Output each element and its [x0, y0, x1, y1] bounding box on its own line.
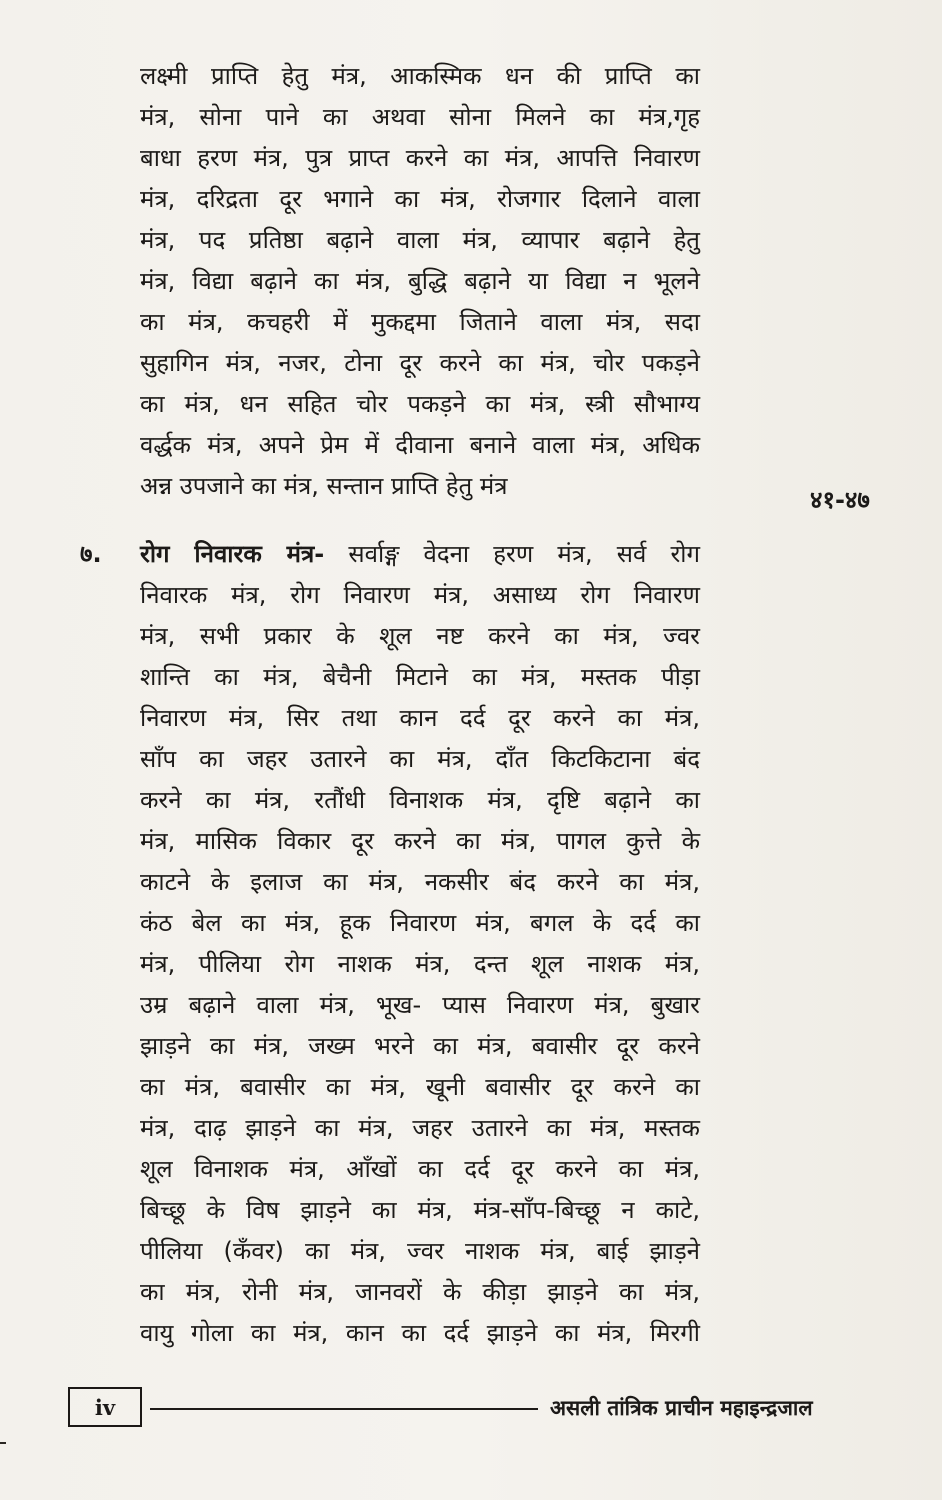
- section-7-line-2: निवारक मंत्र, रोग निवारण मंत्र, असाध्य रोग निवारण: [140, 581, 700, 609]
- section-7-line-10: कंठ बेल का मंत्र, हूक निवारण मंत्र, बगल के दर्द का: [140, 909, 700, 937]
- section-7-line-8: मंत्र, मासिक विकार दूर करने का मंत्र, पागल कुत्ते के: [140, 827, 700, 855]
- section-7-line-7: करने का मंत्र, रतौंधी विनाशक मंत्र, दृष्टि बढ़ाने का: [140, 786, 700, 814]
- section-7-line-20: वायु गोला का मंत्र, कान का दर्द झाड़ने का मंत्र, मिरगी: [140, 1319, 700, 1347]
- page-edge-mark: [0, 1442, 6, 1444]
- section-7-line-17: बिच्छू के विष झाड़ने का मंत्र, मंत्र-साँप-बिच्छू न काटे,: [140, 1196, 700, 1224]
- section-7-line-9: काटने के इलाज का मंत्र, नकसीर बंद करने का मंत्र,: [140, 868, 700, 896]
- section-1-page-range: ४१-४७: [810, 486, 870, 514]
- section-7-line-11: मंत्र, पीलिया रोग नाशक मंत्र, दन्त शूल नाशक मंत्र,: [140, 950, 700, 978]
- section-7-line-4: शान्ति का मंत्र, बेचैनी मिटाने का मंत्र, मस्तक पीड़ा: [140, 663, 700, 691]
- section-1-line-9: का मंत्र, धन सहित चोर पकड़ने का मंत्र, स्त्री सौभाग्य: [140, 390, 700, 418]
- section-1-line-7: का मंत्र, कचहरी में मुकद्दमा जिताने वाला मंत्र, सदा: [140, 308, 700, 336]
- footer-book-title: असली तांत्रिक प्राचीन महाइन्द्रजाल: [550, 1396, 813, 1420]
- section-1-line-11: अन्न उपजाने का मंत्र, सन्तान प्राप्ति हेतु मंत्र: [140, 472, 508, 500]
- section-1-line-2: मंत्र, सोना पाने का अथवा सोना मिलने का मंत्र,गृह: [140, 103, 700, 131]
- section-7-first-line-rest: सर्वाङ्ग वेदना हरण मंत्र, सर्व रोग: [324, 540, 700, 568]
- section-7-line-13: झाड़ने का मंत्र, जख्म भरने का मंत्र, बवासीर दूर करने: [140, 1032, 700, 1060]
- section-7-number: ७.: [80, 540, 102, 568]
- section-7-first-line: [140, 534, 700, 575]
- section-7-line-3: मंत्र, सभी प्रकार के शूल नष्ट करने का मंत्र, ज्वर: [140, 622, 700, 650]
- section-7-heading: रोग निवारक मंत्र-: [140, 540, 325, 568]
- footer-page-number: iv: [68, 1387, 142, 1427]
- section-7-line-15: मंत्र, दाढ़ झाड़ने का मंत्र, जहर उतारने का मंत्र, मस्तक: [140, 1114, 700, 1142]
- section-1-line-3: बाधा हरण मंत्र, पुत्र प्राप्त करने का मंत्र, आपत्ति निवारण: [140, 144, 700, 172]
- section-1-line-6: मंत्र, विद्या बढ़ाने का मंत्र, बुद्धि बढ़ाने या विद्या न भूलने: [140, 267, 700, 295]
- section-7-line-19: का मंत्र, रोनी मंत्र, जानवरों के कीड़ा झाड़ने का मंत्र,: [140, 1278, 700, 1306]
- footer-divider: [150, 1408, 538, 1410]
- section-7-text: [140, 534, 700, 1354]
- section-7-line-14: का मंत्र, बवासीर का मंत्र, खूनी बवासीर दूर करने का: [140, 1073, 700, 1101]
- section-1-line-5: मंत्र, पद प्रतिष्ठा बढ़ाने वाला मंत्र, व्यापार बढ़ाने हेतु: [140, 226, 700, 254]
- section-1-line-1: लक्ष्मी प्राप्ति हेतु मंत्र, आकस्मिक धन की प्राप्ति का: [140, 62, 700, 90]
- section-7-line-5: निवारण मंत्र, सिर तथा कान दर्द दूर करने का मंत्र,: [140, 704, 700, 732]
- section-7-line-6: साँप का जहर उतारने का मंत्र, दाँत किटकिटाना बंद: [140, 745, 700, 773]
- section-1-line-8: सुहागिन मंत्र, नजर, टोना दूर करने का मंत्र, चोर पकड़ने: [140, 349, 700, 377]
- section-7-line-12: उम्र बढ़ाने वाला मंत्र, भूख- प्यास निवारण मंत्र, बुखार: [140, 991, 700, 1019]
- section-1-text: [140, 56, 700, 507]
- section-7-line-18: पीलिया (कँवर) का मंत्र, ज्वर नाशक मंत्र, बाई झाड़ने: [140, 1237, 700, 1265]
- section-1-line-10: वर्द्धक मंत्र, अपने प्रेम में दीवाना बनाने वाला मंत्र, अधिक: [140, 431, 700, 459]
- section-7-line-16: शूल विनाशक मंत्र, आँखों का दर्द दूर करने का मंत्र,: [140, 1155, 700, 1183]
- section-1-line-4: मंत्र, दरिद्रता दूर भगाने का मंत्र, रोजगार दिलाने वाला: [140, 185, 700, 213]
